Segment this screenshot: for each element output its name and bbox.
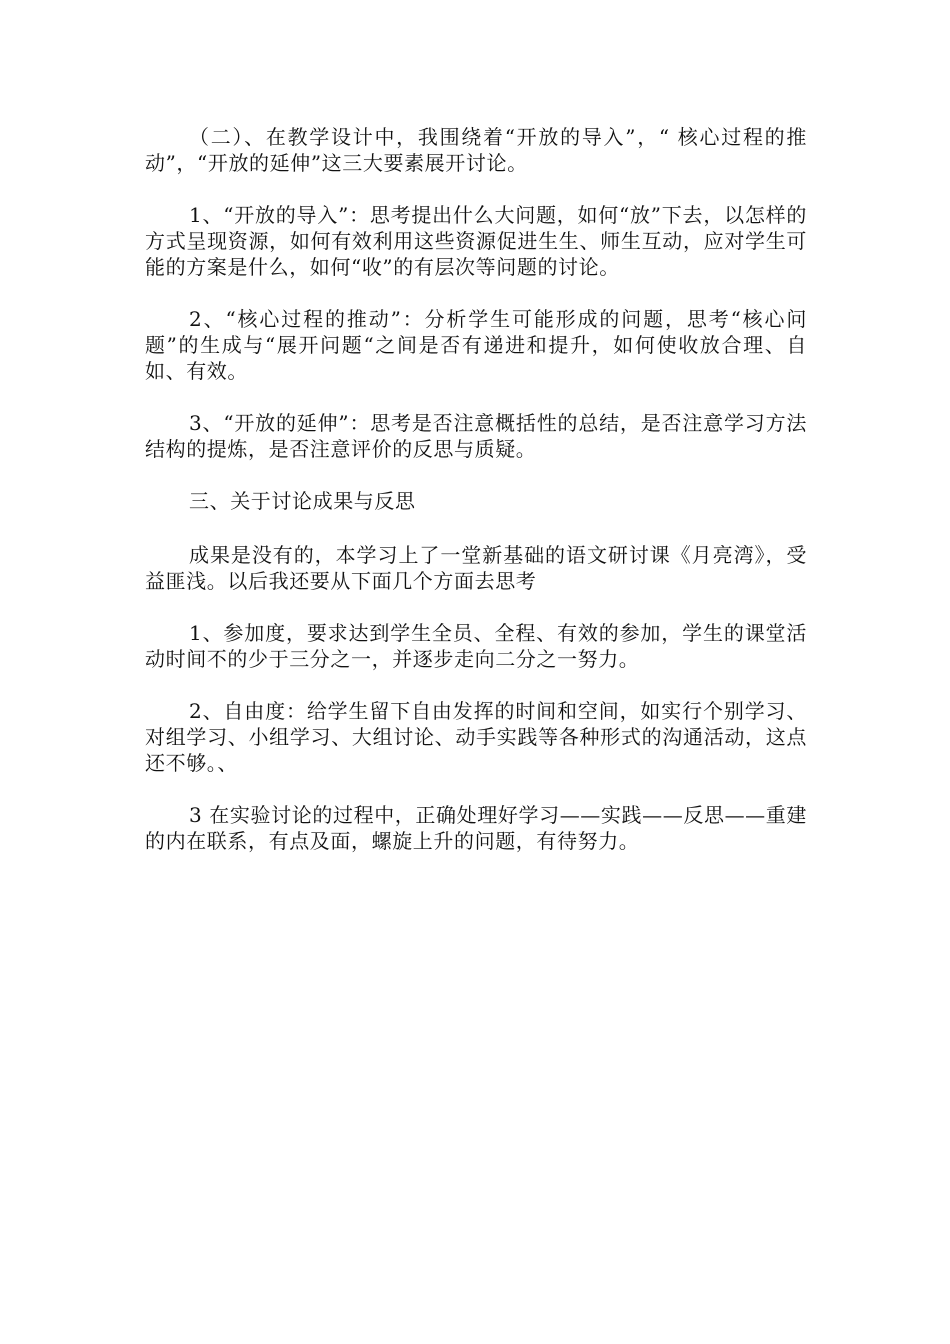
paragraph-open-extension: 3、“开放的延伸”：思考是否注意概括性的总结，是否注意学习方法结构的提炼，是否注意评价的反思与质疑。 (145, 411, 807, 461)
paragraph-open-introduction: 1、“开放的导入”：思考提出什么大问题，如何“放”下去，以怎样的方式呈现资源，如何有效利用这些资源促进生生、师生互动，应对学生可能的方案是什么，如何“收”的有层次等问题的讨论。 (145, 203, 807, 279)
paragraph-core-process: 2、“核心过程的推动”：分析学生可能形成的问题，思考“核心问题”的生成与“展开问题“之间是否有递进和提升，如何使收放合理、自如、有效。 (145, 307, 807, 383)
document-page (145, 124, 807, 880)
paragraph-freedom: 2、自由度：给学生留下自由发挥的时间和空间，如实行个别学习、对组学习、小组学习、大组讨论、动手实践等各种形式的沟通活动，这点还不够。、 (145, 699, 807, 775)
paragraph-experiment: 3 在实验讨论的过程中，正确处理好学习——实践——反思——重建的内在联系，有点及面，螺旋上升的问题，有待努力。 (145, 803, 807, 853)
section-heading-results-reflection: 三、关于讨论成果与反思 (189, 489, 416, 513)
paragraph-results: 成果是没有的，本学习上了一堂新基础的语文研讨课《月亮湾》，受益匪浅。以后我还要从下面几个方面去思考 (145, 543, 807, 593)
paragraph-participation: 1、参加度，要求达到学生全员、全程、有效的参加，学生的课堂活动时间不的少于三分之一，并逐步走向二分之一努力。 (145, 621, 807, 671)
paragraph-teaching-design: （二）、在教学设计中，我围绕着“开放的导入”，“ 核心过程的推动”，“开放的延伸”这三大要素展开讨论。 (145, 125, 807, 175)
